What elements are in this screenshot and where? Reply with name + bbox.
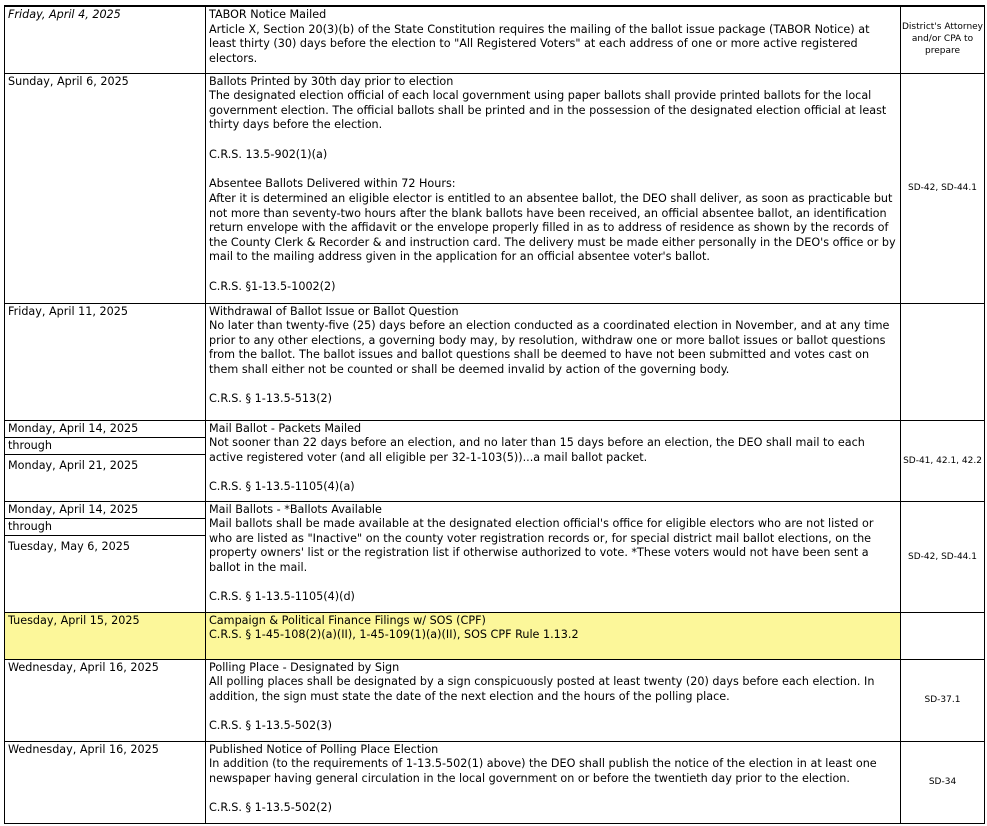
date-text: Sunday, April 6, 2025 xyxy=(8,74,129,88)
date-cell xyxy=(5,6,206,73)
date-text: Friday, April 4, 2025 xyxy=(8,8,121,21)
table-row-highlighted xyxy=(5,612,985,659)
date-text: Wednesday, April 16, 2025 xyxy=(8,660,159,674)
date-through: through xyxy=(5,438,205,455)
date-text: Friday, April 11, 2025 xyxy=(8,304,128,318)
entry-title: Withdrawal of Ballot Issue or Ballot Question xyxy=(209,304,459,318)
forms-cell xyxy=(901,501,985,612)
table-row xyxy=(5,6,985,73)
forms-cell xyxy=(901,73,985,303)
description-cell xyxy=(206,73,901,303)
table-row xyxy=(5,659,985,741)
entry-title: Mail Ballots - *Ballots Available xyxy=(209,502,382,516)
date-text: Monday, April 21, 2025 xyxy=(8,458,139,472)
forms-cell xyxy=(901,659,985,741)
date-text: Wednesday, April 16, 2025 xyxy=(8,742,159,756)
entry-body: Mail ballots shall be made available at the designated election official's office for eligible electors who are not listed or who are listed as "Inactive" on the county voter registration records or, for special district mail ballot elections, on the property owners' list or the registration list if otherwise authorized to vote. *These voters would not have been sent a ballot in the mail. xyxy=(209,517,874,574)
forms-text: SD-34 xyxy=(928,777,957,787)
forms-cell xyxy=(901,741,985,823)
table-row xyxy=(5,303,985,420)
description-cell xyxy=(206,303,901,420)
date-text: Tuesday, April 15, 2025 xyxy=(8,613,140,627)
forms-text: SD-42, SD-44.1 xyxy=(908,551,977,562)
forms-text: SD-37.1 xyxy=(924,695,961,705)
table-row xyxy=(5,420,985,501)
table-row xyxy=(5,501,985,612)
entry-title: Published Notice of Polling Place Election xyxy=(209,742,439,756)
date-cell xyxy=(5,73,206,303)
entry-title: Campaign & Political Finance Filings w/ SOS (CPF) xyxy=(209,613,486,627)
entry-title: Mail Ballot - Packets Mailed xyxy=(209,421,362,435)
date-cell xyxy=(5,501,206,612)
entry-body: No later than twenty-five (25) days before an election conducted as a coordinated election in November, and at any time prior to any other elections, a governing body may, by resolution, withdraw one or more ballot issues or ballot questions from the ballot. The ballot issues and ballot questions shall be deemed to have not been submitted and votes cast on them shall either not be counted or shall be deemed invalid by action of the governing body. xyxy=(209,319,890,376)
description-cell xyxy=(206,420,901,501)
entry-citation: C.R.S. § 1-13.5-502(3) xyxy=(209,719,332,733)
entry-body: The designated election official of each local government using paper ballots shall provide printed ballots for the local government election. The official ballots shall be printed and in the possession of the designated election official at least thirty days before the election. xyxy=(209,89,887,132)
description-cell xyxy=(206,501,901,612)
description-cell xyxy=(206,741,901,823)
entry-citation: C.R.S. 13.5-902(1)(a) xyxy=(209,147,328,161)
entry-body: In addition (to the requirements of 1-13.5-502(1) above) the DEO shall publish the notice of the election in at least one newspaper having general circulation in the local government on or before the twentieth day prior to the election. xyxy=(209,757,877,785)
table-row xyxy=(5,741,985,823)
entry-citation-secondary: C.R.S. §1-13.5-1002(2) xyxy=(209,280,336,294)
entry-body: Not sooner than 22 days before an election, and no later than 15 days before an election, the DEO shall mail to each active registered voter (and all eligible per 32-1-103(5))...a mail ballot packet. xyxy=(209,436,865,464)
forms-text: SD-42, SD-44.1 xyxy=(908,183,977,193)
forms-cell xyxy=(901,303,985,420)
date-text: Monday, April 14, 2025 xyxy=(5,502,205,519)
date-cell xyxy=(5,612,206,659)
entry-body-secondary: After it is determined an eligible elector is entitled to an absentee ballot, the DEO shall deliver, as soon as practicable but not more than seventy-two hours after the blank ballots have been received, an official absentee ballot, an identification return envelope with the affidavit or the envelope properly filled in as to address of residence as shown by the records of the County Clerk & Recorder & and instruction card. The delivery must be made either personally in the DEO's office or by mail to the mailing address given in the application for an official absentee voter's ballot. xyxy=(209,192,896,264)
forms-cell xyxy=(901,612,985,659)
entry-title: Ballots Printed by 30th day prior to election xyxy=(209,74,454,88)
entry-citation: C.R.S. § 1-13.5-1105(4)(d) xyxy=(209,590,355,604)
description-cell xyxy=(206,659,901,741)
description-cell xyxy=(206,6,901,73)
entry-citation: C.R.S. § 1-13.5-1105(4)(a) xyxy=(209,480,355,494)
description-cell xyxy=(206,612,901,659)
entry-title-secondary: Absentee Ballots Delivered within 72 Hours: xyxy=(209,177,456,191)
date-text: Monday, April 14, 2025 xyxy=(5,421,205,438)
forms-cell xyxy=(901,420,985,501)
forms-text: District's Attorney and/or CPA to prepare xyxy=(901,22,984,56)
entry-citation: C.R.S. § 1-13.5-502(2) xyxy=(209,801,332,815)
election-calendar-table xyxy=(4,5,985,824)
entry-title: Polling Place - Designated by Sign xyxy=(209,660,400,674)
entry-citation: C.R.S. § 1-13.5-513(2) xyxy=(209,392,332,406)
entry-body: All polling places shall be designated by a sign conspicuously posted at least twenty (20) days before each election. In addition, the sign must state the date of the next election and the hours of the polling place. xyxy=(209,675,875,703)
forms-cell xyxy=(901,6,985,73)
forms-text: SD-41, 42.1, 42.2 xyxy=(903,455,982,466)
date-cell xyxy=(5,659,206,741)
entry-body: Article X, Section 20(3)(b) of the State Constitution requires the mailing of the ballot issue package (TABOR Notice) at least thirty (30) days before the election to "All Registered Voters" at each address of one or more active registered electors. xyxy=(209,22,870,65)
table-row xyxy=(5,73,985,303)
date-through: through xyxy=(5,519,205,536)
date-cell xyxy=(5,741,206,823)
date-cell xyxy=(5,303,206,420)
entry-body: C.R.S. § 1-45-108(2)(a)(II), 1-45-109(1)(a)(II), SOS CPF Rule 1.13.2 xyxy=(209,628,579,642)
entry-title: TABOR Notice Mailed xyxy=(209,8,327,21)
date-cell xyxy=(5,420,206,501)
date-text: Tuesday, May 6, 2025 xyxy=(8,539,131,553)
